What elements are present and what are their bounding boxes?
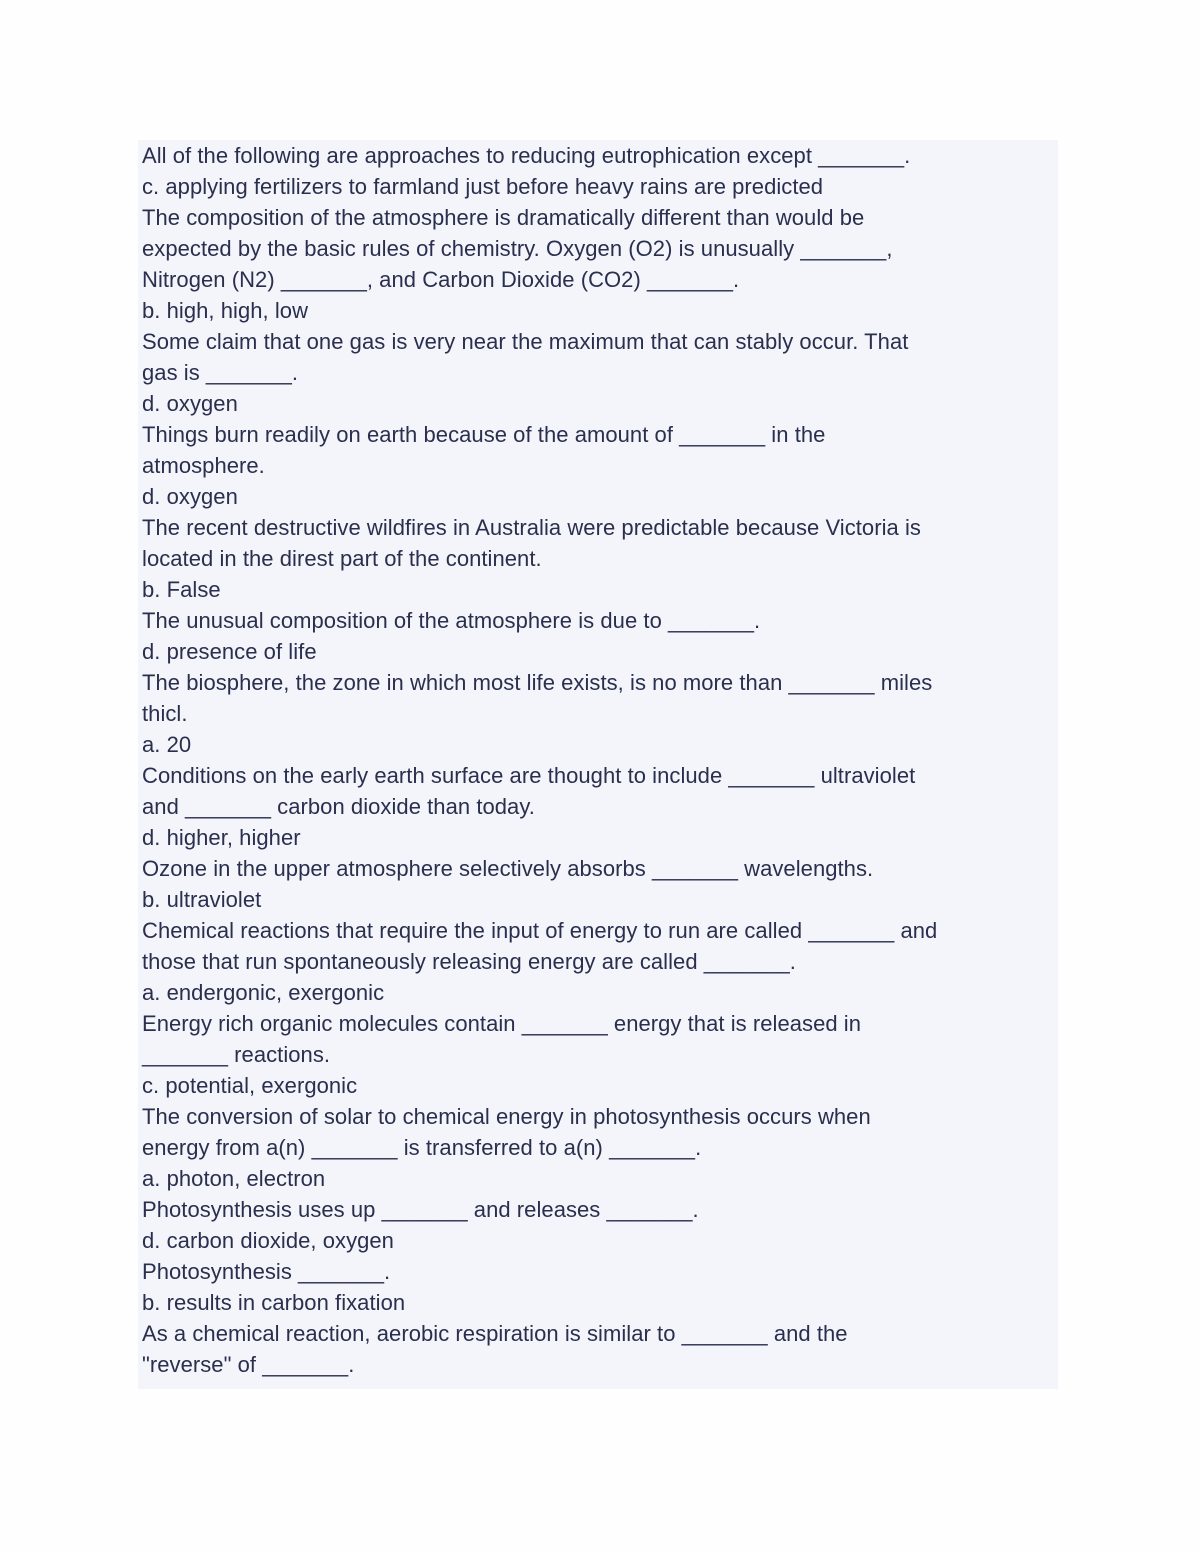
text-line: "reverse" of _______.: [142, 1352, 355, 1377]
text-line: b. ultraviolet: [142, 887, 262, 912]
text-line: energy from a(n) _______ is transferred to a(n) _______.: [142, 1135, 702, 1160]
text-line: d. oxygen: [142, 484, 238, 509]
text-line: b. False: [142, 577, 221, 602]
text-line: The composition of the atmosphere is dramatically different than would be: [142, 205, 865, 230]
text-line: All of the following are approaches to reducing eutrophication except _______.: [142, 143, 911, 168]
text-line: gas is _______.: [142, 360, 299, 385]
text-line: located in the direst part of the continent.: [142, 546, 542, 571]
text-line: Photosynthesis _______.: [142, 1259, 391, 1284]
text-line: d. oxygen: [142, 391, 238, 416]
study-text-block: [138, 140, 1058, 1389]
text-line: expected by the basic rules of chemistry. Oxygen (O2) is unusually _______,: [142, 236, 893, 261]
text-line: those that run spontaneously releasing energy are called _______.: [142, 949, 796, 974]
text-line: Nitrogen (N2) _______, and Carbon Dioxide (CO2) _______.: [142, 267, 740, 292]
text-line: Ozone in the upper atmosphere selectively absorbs _______ wavelengths.: [142, 856, 874, 881]
text-line: thicl.: [142, 701, 188, 726]
text-line: atmosphere.: [142, 453, 265, 478]
text-line: _______ reactions.: [142, 1042, 331, 1067]
text-line: a. endergonic, exergonic: [142, 980, 385, 1005]
text-line: Energy rich organic molecules contain _______ energy that is released in: [142, 1011, 862, 1036]
text-line: The recent destructive wildfires in Australia were predictable because Victoria is: [142, 515, 921, 540]
text-line: a. photon, electron: [142, 1166, 326, 1191]
text-line: a. 20: [142, 732, 192, 757]
text-line: Conditions on the early earth surface are thought to include _______ ultraviolet: [142, 763, 916, 788]
text-line: d. higher, higher: [142, 825, 301, 850]
text-line: d. presence of life: [142, 639, 317, 664]
text-line: Chemical reactions that require the input of energy to run are called _______ and: [142, 918, 938, 943]
text-line: b. high, high, low: [142, 298, 309, 323]
text-line: Some claim that one gas is very near the maximum that can stably occur. That: [142, 329, 909, 354]
text-line: Things burn readily on earth because of the amount of _______ in the: [142, 422, 826, 447]
text-line: The unusual composition of the atmosphere is due to _______.: [142, 608, 761, 633]
text-line: Photosynthesis uses up _______ and releases _______.: [142, 1197, 699, 1222]
text-line: The biosphere, the zone in which most life exists, is no more than _______ miles: [142, 670, 933, 695]
text-line: c. potential, exergonic: [142, 1073, 358, 1098]
text-line: c. applying fertilizers to farmland just before heavy rains are predicted: [142, 174, 824, 199]
text-line: d. carbon dioxide, oxygen: [142, 1228, 394, 1253]
text-line: and _______ carbon dioxide than today.: [142, 794, 535, 819]
text-line: The conversion of solar to chemical energy in photosynthesis occurs when: [142, 1104, 871, 1129]
text-line: b. results in carbon fixation: [142, 1290, 406, 1315]
text-line: As a chemical reaction, aerobic respiration is similar to _______ and the: [142, 1321, 848, 1346]
